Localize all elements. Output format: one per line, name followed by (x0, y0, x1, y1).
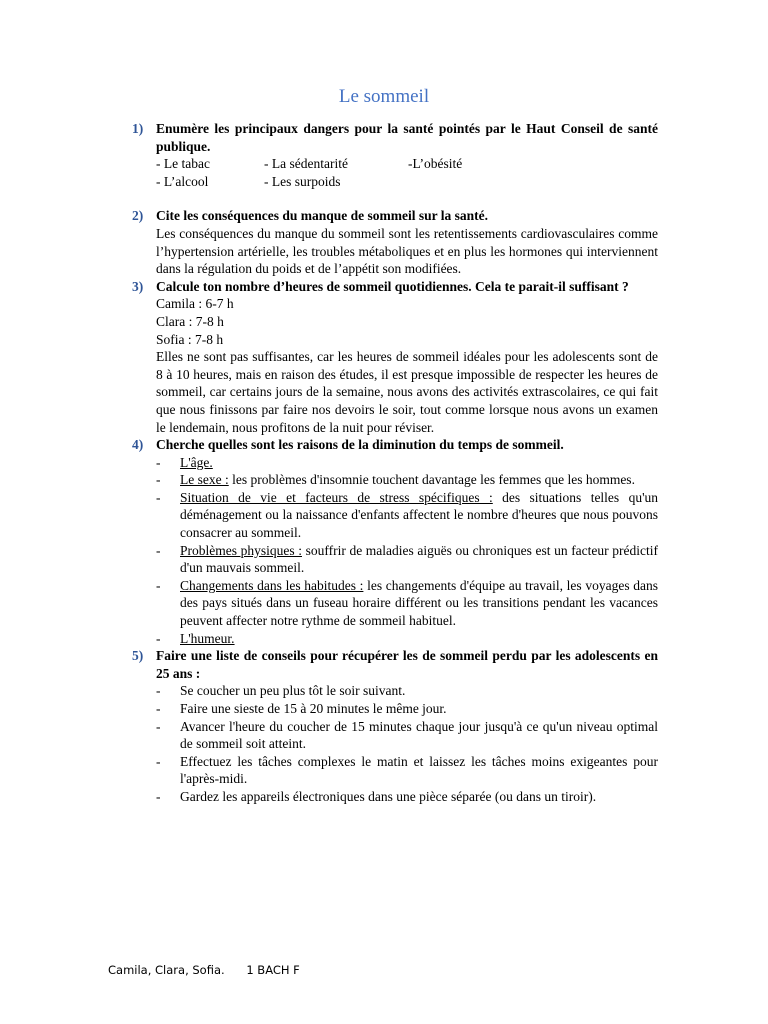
reason-label: Changements dans les habitudes : (180, 577, 364, 593)
dangers-row (156, 155, 658, 173)
tip-text: Avancer l'heure du coucher de 15 minutes chaque jour jusqu'à ce qu'un niveau optimal de sommeil soit atteint. (180, 718, 658, 752)
tip-text: Se coucher un peu plus tôt le soir suivant. (180, 683, 406, 699)
sleep-hours-line: Clara : 7-8 h (156, 313, 224, 329)
reason-desc: les problèmes d'insomnie touchent davantage les femmes que les hommes. (228, 472, 635, 488)
question-text: Cherche quelles sont les raisons de la diminution du temps de sommeil. (156, 437, 564, 453)
reason-desc: souffrir de maladies aiguës ou chroniques est un facteur prédictif d'un mauvais sommeil. (180, 542, 658, 576)
danger-item: -L’obésité (408, 156, 463, 172)
reason-label: L'humeur. (180, 630, 235, 646)
list-item: - Changements dans les habitudes : les changements d'équipe au travail, les voyages dans des pays situés dans un fuseau horaire différent ou les transitions pendant les vacances peuvent affecter notre rythme de sommeil habituel. (156, 577, 658, 629)
question-3 (132, 278, 658, 436)
question-5 (132, 647, 658, 805)
reasons-list (156, 454, 658, 648)
page-title: Le sommeil (338, 86, 430, 107)
tip-text: Gardez les appareils électroniques dans une pièce séparée (ou dans un tiroir). (180, 788, 597, 804)
list-item: - Situation de vie et facteurs de stress spécifiques : des situations telles qu'un déménagement ou la naissance d'enfants affectent le nombre d'heures que nous pouvons consacrer au sommeil. (156, 489, 658, 541)
reason-label: Situation de vie et facteurs de stress spécifiques : (180, 489, 493, 505)
question-text: Calcule ton nombre d’heures de sommeil quotidiennes. Cela te parait-il suffisant ? (156, 278, 629, 294)
dangers-row (156, 173, 658, 191)
list-item: - L'humeur. (156, 630, 235, 646)
answer-paragraph: Les conséquences du manque du sommeil sont les retentissements cardiovasculaires comme l’hypertension artérielle, les troubles métaboliques et en plus les hormones qui interviennent dans la régulation du poids et de l’appétit son modifiées. (156, 225, 658, 277)
question-text: Enumère les principaux dangers pour la santé pointés par le Haut Conseil de santé publique. (156, 121, 658, 154)
sleep-hours-line: Camila : 6-7 h (156, 296, 234, 312)
page-footer (108, 963, 300, 977)
question-1 (132, 120, 658, 190)
danger-item: - L’alcool (156, 173, 209, 189)
question-number: 1) (132, 121, 144, 136)
question-text: Faire une liste de conseils pour récupérer les de sommeil perdu par les adolescents en 25 ans : (156, 648, 658, 681)
document-body (132, 120, 658, 806)
danger-item: - La sédentarité (264, 156, 348, 172)
reason-label: Le sexe : (180, 472, 229, 488)
tip-text: Effectuez les tâches complexes le matin et laissez les tâches moins exigeantes pour l'après-midi. (180, 753, 658, 787)
question-number: 5) (132, 648, 144, 664)
question-number: 2) (132, 208, 144, 224)
list-item: - Faire une sieste de 15 à 20 minutes le même jour. (156, 701, 447, 716)
danger-item: - Les surpoids (264, 173, 341, 189)
tip-text: Faire une sieste de 15 à 20 minutes le même jour. (180, 701, 447, 716)
footer-class: 1 BACH F (246, 963, 300, 977)
list-item: - Problèmes physiques : souffrir de maladies aiguës ou chroniques est un facteur prédictif d'un mauvais sommeil. (156, 542, 658, 576)
question-4 (132, 436, 658, 647)
danger-item: - Le tabac (156, 156, 210, 172)
question-2 (132, 207, 658, 277)
list-item: - Se coucher un peu plus tôt le soir suivant. (156, 683, 406, 699)
question-number: 3) (132, 278, 144, 294)
list-item: - L'âge. (156, 454, 213, 470)
reason-desc: les changements d'équipe au travail, les voyages dans des pays situés dans un fuseau horaire différent ou les transitions pendant les vacances peuvent affecter notre rythme de sommeil habituel. (180, 577, 658, 629)
reason-label: L'âge. (180, 454, 213, 470)
question-text: Cite les conséquences du manque de sommeil sur la santé. (156, 208, 489, 224)
reason-desc: des situations telles qu'un déménagement ou la naissance d'enfants affectent le nombre d'heures que nous pouvons consacrer au sommeil. (180, 489, 658, 541)
list-item: - Effectuez les tâches complexes le matin et laissez les tâches moins exigeantes pour l'après-midi. (156, 753, 658, 787)
tips-list (156, 682, 658, 805)
reason-label: Problèmes physiques : (180, 542, 302, 558)
answer-paragraph: Elles ne sont pas suffisantes, car les heures de sommeil idéales pour les adolescents sont de 8 à 10 heures, mais en raison des études, il est presque impossible de respecter les heures de sommeil, car certains jours de la semaine, nous avons des activités extrascolaires, ce qui fait que nous finissons par faire nos devoirs le soir, tout comme lorsque nous avons un examen le lendemain, nous profitons de la nuit pour réviser. (156, 349, 658, 435)
list-item: - Gardez les appareils électroniques dans une pièce séparée (ou dans un tiroir). (156, 788, 597, 804)
list-item: - Le sexe : les problèmes d'insomnie touchent davantage les femmes que les hommes. (156, 472, 635, 488)
question-number: 4) (132, 437, 144, 453)
list-item: - Avancer l'heure du coucher de 15 minutes chaque jour jusqu'à ce qu'un niveau optimal de sommeil soit atteint. (156, 718, 658, 752)
footer-authors: Camila, Clara, Sofia. (108, 963, 225, 977)
sleep-hours-line: Sofia : 7-8 h (156, 331, 224, 347)
